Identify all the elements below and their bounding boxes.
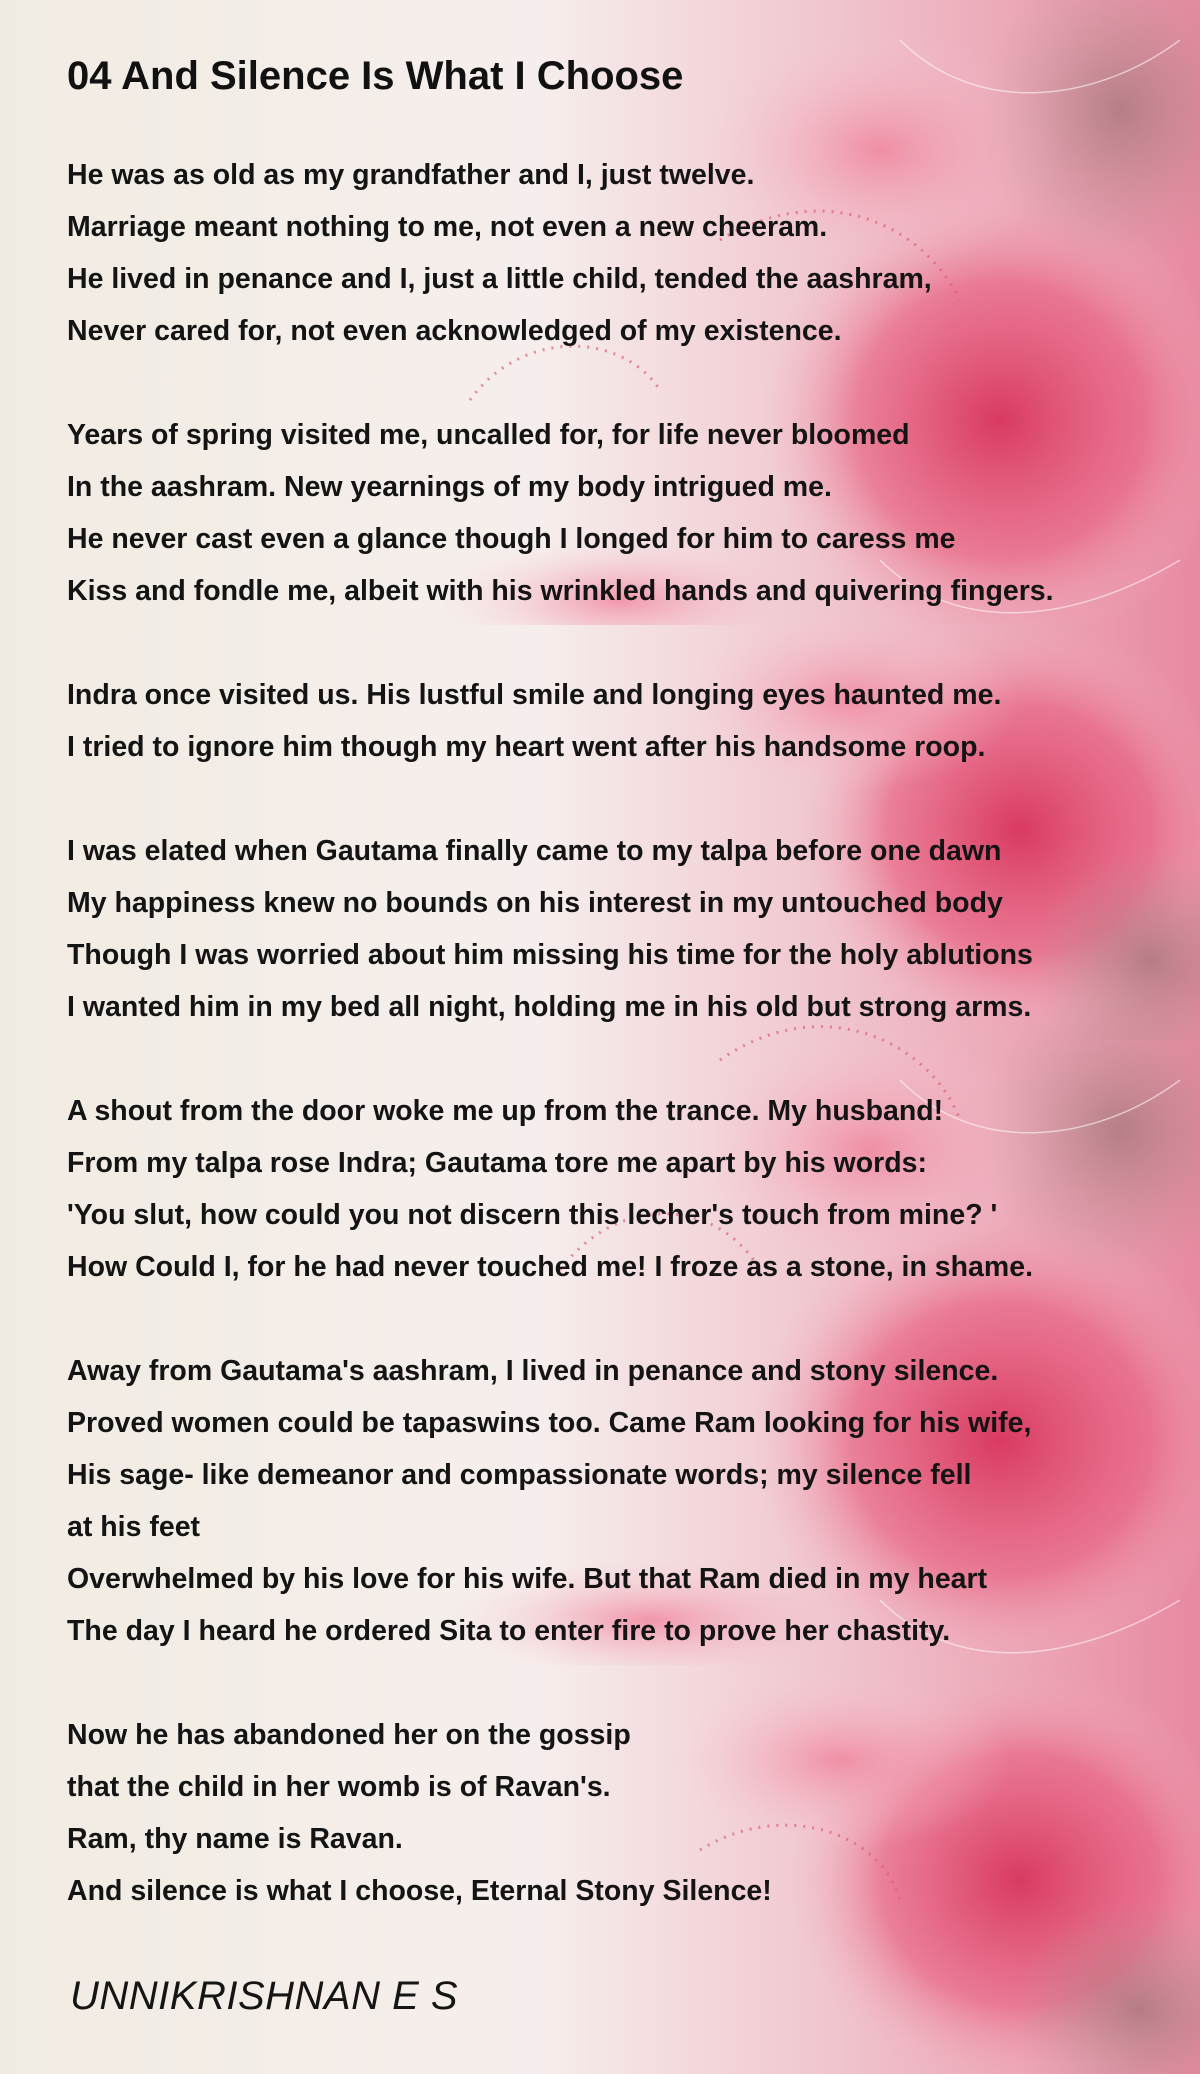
poem-line: I wanted him in my bed all night, holding me in his old but strong arms. <box>67 991 1032 1023</box>
poem-line: Ram, thy name is Ravan. <box>67 1823 403 1855</box>
stanza-break <box>67 617 1197 669</box>
poem-line: How Could I, for he had never touched me! I froze as a stone, in shame. <box>67 1251 1034 1283</box>
poem-line: Away from Gautama's aashram, I lived in penance and stony silence. <box>67 1355 999 1387</box>
stanza-6 <box>67 1345 1197 1657</box>
poem-line: that the child in her womb is of Ravan's. <box>67 1771 611 1803</box>
poem-line: I tried to ignore him though my heart went after his handsome roop. <box>67 731 986 763</box>
poem-line: He was as old as my grandfather and I, just twelve. <box>67 159 755 191</box>
stanza-2 <box>67 409 1197 617</box>
poem-line: And silence is what I choose, Eternal Stony Silence! <box>67 1875 772 1907</box>
poem-line: He lived in penance and I, just a little child, tended the aashram, <box>67 263 932 295</box>
stanza-1 <box>67 149 1197 357</box>
poem-line: He never cast even a glance though I longed for him to caress me <box>67 523 956 555</box>
poem-line: His sage- like demeanor and compassionate words; my silence fell <box>67 1459 972 1491</box>
poem-line: A shout from the door woke me up from the trance. My husband! <box>67 1095 944 1127</box>
stanza-7 <box>67 1709 1197 1917</box>
poem-line: My happiness knew no bounds on his interest in my untouched body <box>67 887 1003 919</box>
poem-line: From my talpa rose Indra; Gautama tore me apart by his words: <box>67 1147 927 1179</box>
stanza-break <box>67 773 1197 825</box>
poem-title: 04 And Silence Is What I Choose <box>67 54 684 98</box>
stanza-break <box>67 1033 1197 1085</box>
stanza-break <box>67 1293 1197 1345</box>
poem-line: Now he has abandoned her on the gossip <box>67 1719 631 1751</box>
poem-body <box>67 149 1197 1917</box>
poem-line: Never cared for, not even acknowledged of my existence. <box>67 315 842 347</box>
poem-line: Overwhelmed by his love for his wife. But that Ram died in my heart <box>67 1563 988 1595</box>
stanza-4 <box>67 825 1197 1033</box>
poem-line: at his feet <box>67 1511 201 1543</box>
poem-line: I was elated when Gautama finally came to my talpa before one dawn <box>67 835 1002 867</box>
stanza-5 <box>67 1085 1197 1293</box>
stanza-break <box>67 1657 1197 1709</box>
poem-line: The day I heard he ordered Sita to enter fire to prove her chastity. <box>67 1615 951 1647</box>
poem-line: Marriage meant nothing to me, not even a new cheeram. <box>67 211 828 243</box>
poem-line: Though I was worried about him missing his time for the holy ablutions <box>67 939 1033 971</box>
poem-line: Proved women could be tapaswins too. Came Ram looking for his wife, <box>67 1407 1032 1439</box>
poem-line: In the aashram. New yearnings of my body intrigued me. <box>67 471 832 503</box>
stanza-3 <box>67 669 1197 773</box>
stanza-break <box>67 357 1197 409</box>
poem-line: Kiss and fondle me, albeit with his wrinkled hands and quivering fingers. <box>67 575 1054 607</box>
poem-line: Years of spring visited me, uncalled for, for life never bloomed <box>67 419 910 451</box>
author-name: UNNIKRISHNAN E S <box>70 1974 459 2018</box>
poem-line: Indra once visited us. His lustful smile and longing eyes haunted me. <box>67 679 1002 711</box>
poem-line: 'You slut, how could you not discern this lecher's touch from mine? ' <box>67 1199 998 1231</box>
